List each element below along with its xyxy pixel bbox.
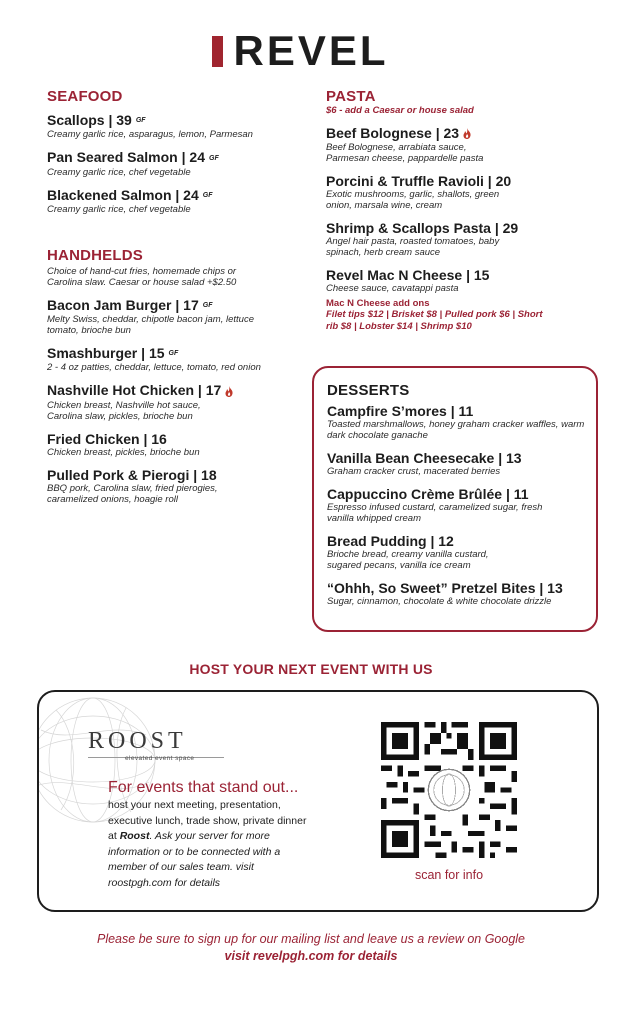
item-name: Pan Seared Salmon | 24	[47, 149, 205, 166]
footer-website-link[interactable]: visit revelpgh.com for details	[224, 949, 398, 963]
scan-for-info-label: scan for info	[414, 868, 484, 882]
roost-logo: ROOST	[88, 728, 187, 754]
menu-item-campfire-smores	[327, 403, 584, 441]
right-column	[326, 88, 596, 332]
gluten-free-badge: GF	[135, 117, 146, 125]
gluten-free-badge: GF	[209, 154, 219, 162]
item-desc: Exotic mushrooms, garlic, shallots, green onion, marsala wine, cream	[326, 189, 500, 212]
item-name: Revel Mac N Cheese | 15	[326, 267, 490, 284]
item-name: Shrimp & Scallops Pasta | 29	[326, 220, 519, 237]
handhelds-title: HANDHELDS	[47, 246, 143, 264]
item-name: Vanilla Bean Cheesecake | 13	[327, 450, 522, 466]
menu-item-scallops	[47, 112, 307, 140]
item-name: Porcini & Truffle Ravioli | 20	[326, 173, 512, 190]
gluten-free-badge: GF	[202, 191, 213, 199]
roost-tagline: elevated event space	[125, 755, 195, 762]
item-desc: Beef Bolognese, arrabiata sauce, Parmesan cheese, pappardelle pasta	[326, 142, 484, 165]
item-name: Cappuccino Crème Brûlée | 11	[327, 486, 529, 502]
menu-item-pan-seared-salmon	[47, 149, 307, 177]
menu-item-pretzel-bites	[327, 580, 584, 607]
menu-item-shrimp-scallops-pasta	[326, 220, 596, 258]
item-name: Smashburger | 15	[47, 345, 165, 362]
menu-item-vanilla-bean-cheesecake	[327, 450, 584, 477]
host-event-heading: HOST YOUR NEXT EVENT WITH US	[189, 661, 433, 677]
item-name: Scallops | 39	[47, 112, 132, 128]
events-tagline: For events that stand out...	[108, 779, 299, 796]
menu-item-blackened-salmon	[47, 187, 307, 215]
seafood-title: SEAFOOD	[47, 88, 123, 105]
item-desc: Angel hair pasta, roasted tomatoes, baby spinach, herb cream sauce	[326, 236, 500, 259]
item-desc: Creamy garlic rice, chef vegetable	[47, 166, 191, 178]
item-name: Fried Chicken | 16	[47, 430, 167, 447]
menu-item-pulled-pork-pierogi	[47, 467, 307, 505]
item-name: Blackened Salmon | 24	[47, 186, 199, 203]
roost-name-inline: Roost	[119, 830, 150, 843]
footer	[0, 931, 622, 965]
spicy-flame-icon	[463, 126, 471, 142]
roost-event-box	[37, 690, 599, 912]
menu-item-fried-chicken	[47, 431, 307, 458]
pasta-subtitle: $6 - add a Caesar or house salad	[326, 105, 474, 116]
pasta-title: PASTA	[326, 88, 376, 105]
item-desc: Sugar, cinnamon, chocolate & white chocolate drizzle	[327, 596, 552, 607]
mac-addons-list: Filet tips $12 | Brisket $8 | Pulled pork $6 | Short rib $8 | Lobster $14 | Shrimp $10	[326, 309, 543, 332]
logo-accent-bar	[212, 36, 223, 67]
menu-item-bread-pudding	[327, 533, 584, 571]
qr-code[interactable]	[381, 722, 517, 858]
revel-logo	[0, 28, 622, 74]
item-name: Nashville Hot Chicken | 17	[47, 382, 222, 399]
item-desc: Toasted marshmallows, honey graham cracker waffles, warm dark chocolate ganache	[327, 419, 585, 441]
menu-item-nashville-hot-chicken	[47, 382, 307, 421]
item-desc: Melty Swiss, cheddar, chipotle bacon jam, lettuce tomato, brioche bun	[47, 314, 254, 337]
item-desc: Chicken breast, pickles, brioche bun	[47, 446, 200, 458]
menu-item-smashburger	[47, 345, 307, 373]
footer-review-note: Please be sure to sign up for our mailing list and leave us a review on Google	[96, 932, 526, 946]
gluten-free-badge: GF	[202, 302, 213, 310]
item-desc: Brioche bread, creamy vanilla custard, sugared pecans, vanilla ice cream	[327, 549, 489, 571]
gluten-free-badge: GF	[168, 350, 179, 358]
item-desc: BBQ pork, Carolina slaw, fried pierogies, caramelized onions, hoagie roll	[47, 482, 218, 505]
spicy-flame-icon	[225, 384, 233, 400]
desserts-box	[312, 366, 598, 632]
item-name: Bacon Jam Burger | 17	[47, 296, 199, 313]
item-name: Pulled Pork & Pierogi | 18	[47, 466, 217, 483]
left-column	[47, 88, 307, 505]
item-name: Bread Pudding | 12	[327, 533, 454, 549]
item-name: Beef Bolognese | 23	[326, 125, 460, 141]
brand-name: REVEL	[233, 27, 389, 74]
mac-addons-title: Mac N Cheese add ons	[326, 298, 430, 310]
desserts-title: DESSERTS	[327, 382, 410, 399]
item-desc: 2 - 4 oz patties, cheddar, lettuce, tomato, red onion	[47, 362, 261, 374]
item-desc: Graham cracker crust, macerated berries	[327, 466, 501, 477]
menu-item-beef-bolognese	[326, 125, 596, 164]
menu-item-revel-mac-n-cheese	[326, 267, 596, 294]
item-name: Campfire S’mores | 11	[327, 403, 474, 419]
handhelds-desc: Choice of hand-cut fries, homemade chips or Carolina slaw. Caesar or house salad +$2.50	[47, 265, 237, 289]
menu-item-bacon-jam-burger	[47, 297, 307, 336]
menu-item-porcini-truffle-ravioli	[326, 173, 596, 211]
item-desc: Espresso infused custard, caramelized sugar, fresh vanilla whipped cream	[327, 502, 543, 524]
item-desc: Cheese sauce, cavatappi pasta	[326, 283, 459, 295]
item-name: “Ohhh, So Sweet” Pretzel Bites | 13	[327, 580, 563, 596]
item-desc: Creamy garlic rice, chef vegetable	[47, 203, 191, 215]
menu-item-cappuccino-creme-brulee	[327, 486, 584, 524]
item-desc: Chicken breast, Nashville hot sauce, Carolina slaw, pickles, brioche bun	[47, 399, 201, 422]
item-desc: Creamy garlic rice, asparagus, lemon, Parmesan	[47, 129, 253, 141]
events-description: host your next meeting, presentation, executive lunch, trade show, private dinner at Roost. Ask your server for more information or to be connected with a member of our sales team. visit roostpgh.com for details	[108, 799, 307, 889]
